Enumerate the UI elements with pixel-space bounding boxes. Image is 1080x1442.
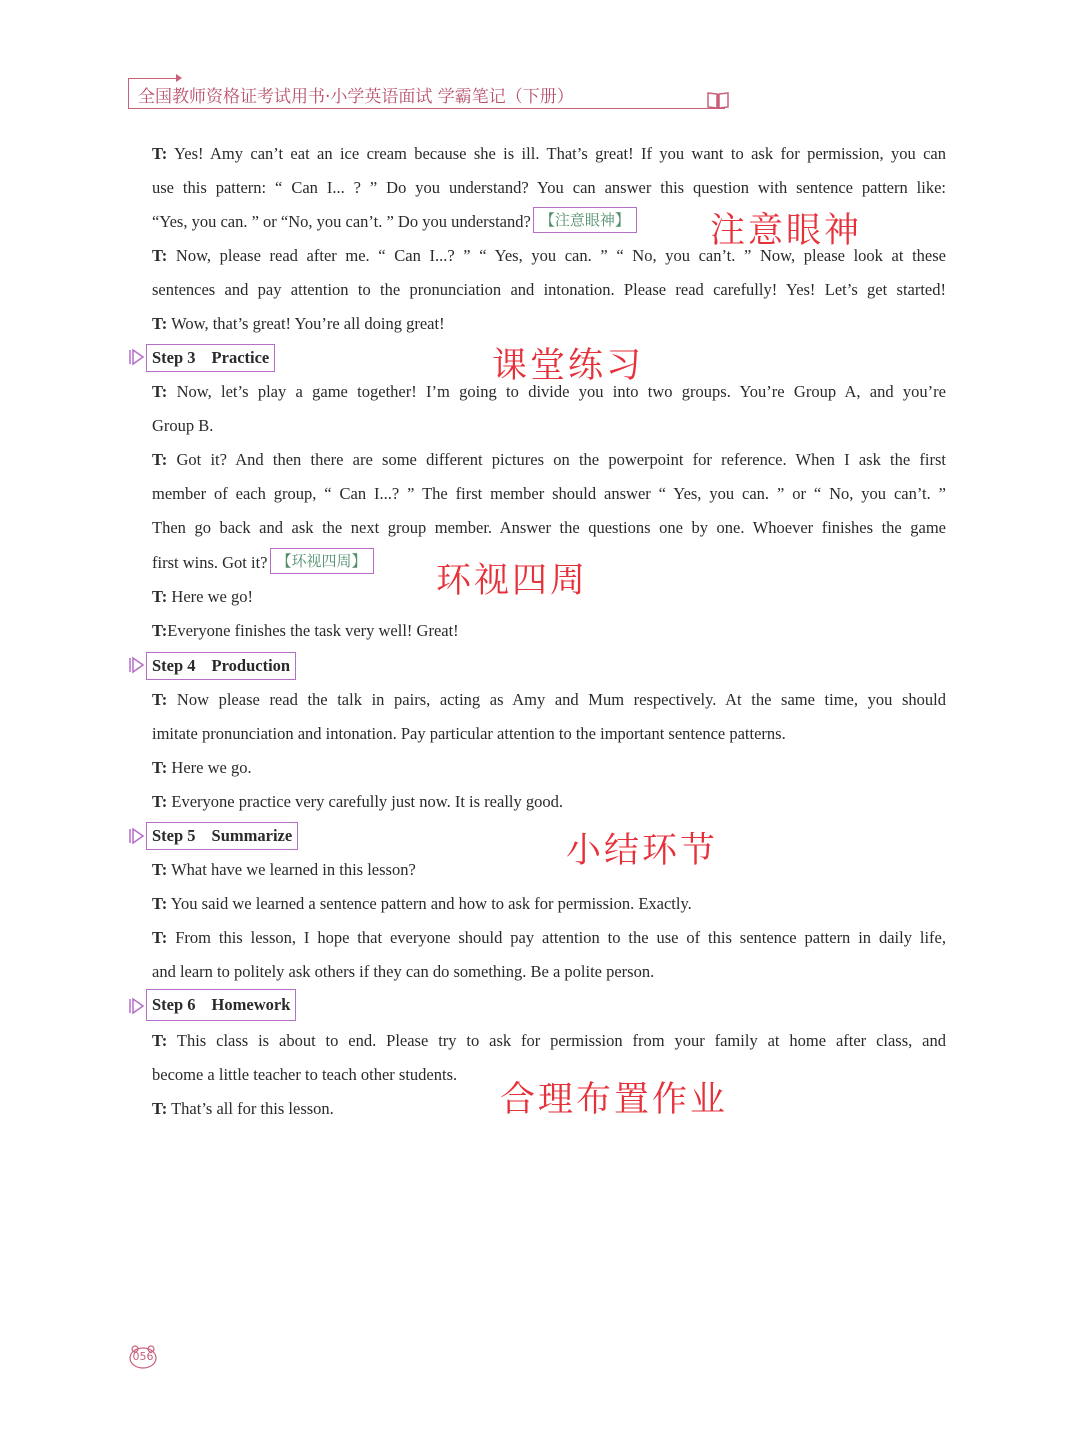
text-line — [152, 449, 946, 471]
text-line — [152, 483, 946, 505]
step-6-heading — [146, 989, 296, 1021]
step-4-heading — [146, 652, 296, 680]
text-line — [152, 279, 946, 301]
step-marker-icon — [128, 827, 146, 845]
speaker-label: T: — [152, 144, 168, 163]
line-text: become a little teacher to teach other students. — [152, 1065, 458, 1084]
line-text: member of each group, “ Can I...? ” The first member should answer “ Yes, you can. ” or “ No, you can’t. ” — [152, 484, 946, 503]
speaker-label: T: — [152, 246, 168, 265]
line-text: and learn to politely ask others if they can do something. Be a polite person. — [152, 962, 655, 981]
text-line — [152, 620, 946, 642]
line-text: This class is about to end. Please try to ask for permission from your family at home after class, and — [167, 1031, 946, 1050]
line-text: use this pattern: “ Can I... ? ” Do you understand? You can answer this question with sentence pattern like: — [152, 178, 946, 197]
text-line — [152, 893, 946, 915]
step-name: Homework — [211, 995, 291, 1014]
text-line — [152, 415, 946, 437]
speaker-label: T: — [152, 690, 168, 709]
text-line — [152, 1030, 946, 1052]
step-name: Practice — [211, 348, 270, 367]
speaker-label: T: — [152, 314, 168, 333]
speaker-label: T: — [152, 382, 168, 401]
book-icon — [706, 90, 730, 110]
line-text: That’s all for this lesson. — [167, 1099, 334, 1118]
step-marker-icon — [128, 656, 146, 674]
speaker-label: T: — [152, 587, 168, 606]
line-text: Now, please read after me. “ Can I...? ” “ Yes, you can. ” “ No, you can’t. ” Now, please look at these — [167, 246, 946, 265]
handwritten-note: 课堂练习 — [492, 346, 645, 386]
speaker-label: T: — [152, 1031, 168, 1050]
step-number: Step 4 — [152, 656, 196, 675]
speaker-label: T: — [152, 758, 168, 777]
line-text: Got it? And then there are some different pictures on the powerpoint for reference. When I ask the first — [167, 450, 946, 469]
speaker-label: T: — [152, 450, 168, 469]
line-text: “Yes, you can. ” or “No, you can’t. ” Do you understand? — [152, 212, 531, 231]
step-5-heading — [146, 822, 298, 850]
step-marker-icon — [128, 997, 146, 1015]
line-text: Group B. — [152, 416, 214, 435]
line-text: Now, let’s play a game together! I’m going to divide you into two groups. You’re Group A, and you’re — [167, 382, 946, 401]
step-name: Production — [211, 656, 291, 675]
text-line — [152, 143, 946, 165]
line-text: imitate pronunciation and intonation. Pay particular attention to the important sentence patterns. — [152, 724, 786, 743]
header-title: 全国教师资格证考试用书·小学英语面试 学霸笔记（下册） — [138, 87, 574, 107]
line-text: Now please read the talk in pairs, acting as Amy and Mum respectively. At the same time, you should — [167, 690, 946, 709]
line-text: From this lesson, I hope that everyone should pay attention to the use of this sentence pattern in daily life, — [167, 928, 946, 947]
line-text: Everyone finishes the task very well! Great! — [167, 621, 459, 640]
eye-contact-tag: 【注意眼神】 — [533, 207, 637, 233]
text-line — [152, 517, 946, 539]
line-text: Here we go! — [167, 587, 253, 606]
speaker-label: T: — [152, 928, 168, 947]
text-line — [152, 757, 946, 779]
look-around-tag: 【环视四周】 — [270, 548, 374, 574]
step-3-heading — [146, 344, 275, 372]
line-text: Then go back and ask the next group member. Answer the questions one by one. Whoever finishes the game — [152, 518, 946, 537]
text-line — [152, 177, 946, 199]
speaker-label: T: — [152, 792, 168, 811]
text-line — [152, 689, 946, 711]
handwritten-note: 环视四周 — [436, 561, 589, 601]
line-text: Wow, that’s great! You’re all doing great! — [167, 314, 445, 333]
line-text: What have we learned in this lesson? — [167, 860, 416, 879]
handwritten-note: 注意眼神 — [710, 211, 863, 251]
text-line — [152, 859, 946, 881]
step-marker-icon — [128, 348, 146, 366]
line-text: You said we learned a sentence pattern and how to ask for permission. Exactly. — [167, 894, 692, 913]
step-number: Step 6 — [152, 995, 196, 1014]
line-text: first wins. Got it? — [152, 553, 268, 572]
handwritten-note: 小结环节 — [566, 831, 719, 871]
speaker-label: T: — [152, 621, 168, 640]
line-text: Yes! Amy can’t eat an ice cream because she is ill. That’s great! If you want to ask for permission, you can — [167, 144, 946, 163]
line-text: Here we go. — [167, 758, 252, 777]
step-name: Summarize — [211, 826, 293, 845]
text-line — [152, 313, 946, 335]
speaker-label: T: — [152, 894, 168, 913]
line-text: sentences and pay attention to the pronunciation and intonation. Please read carefully! Yes! Let’s get started! — [152, 280, 946, 299]
handwritten-note: 合理布置作业 — [500, 1080, 729, 1120]
text-line — [152, 723, 946, 745]
step-number: Step 5 — [152, 826, 196, 845]
text-line — [152, 961, 946, 983]
line-text: Everyone practice very carefully just now. It is really good. — [167, 792, 563, 811]
page-number: 056 — [132, 1350, 154, 1363]
text-line — [152, 927, 946, 949]
speaker-label: T: — [152, 1099, 168, 1118]
text-line — [152, 791, 946, 813]
step-number: Step 3 — [152, 348, 196, 367]
speaker-label: T: — [152, 860, 168, 879]
